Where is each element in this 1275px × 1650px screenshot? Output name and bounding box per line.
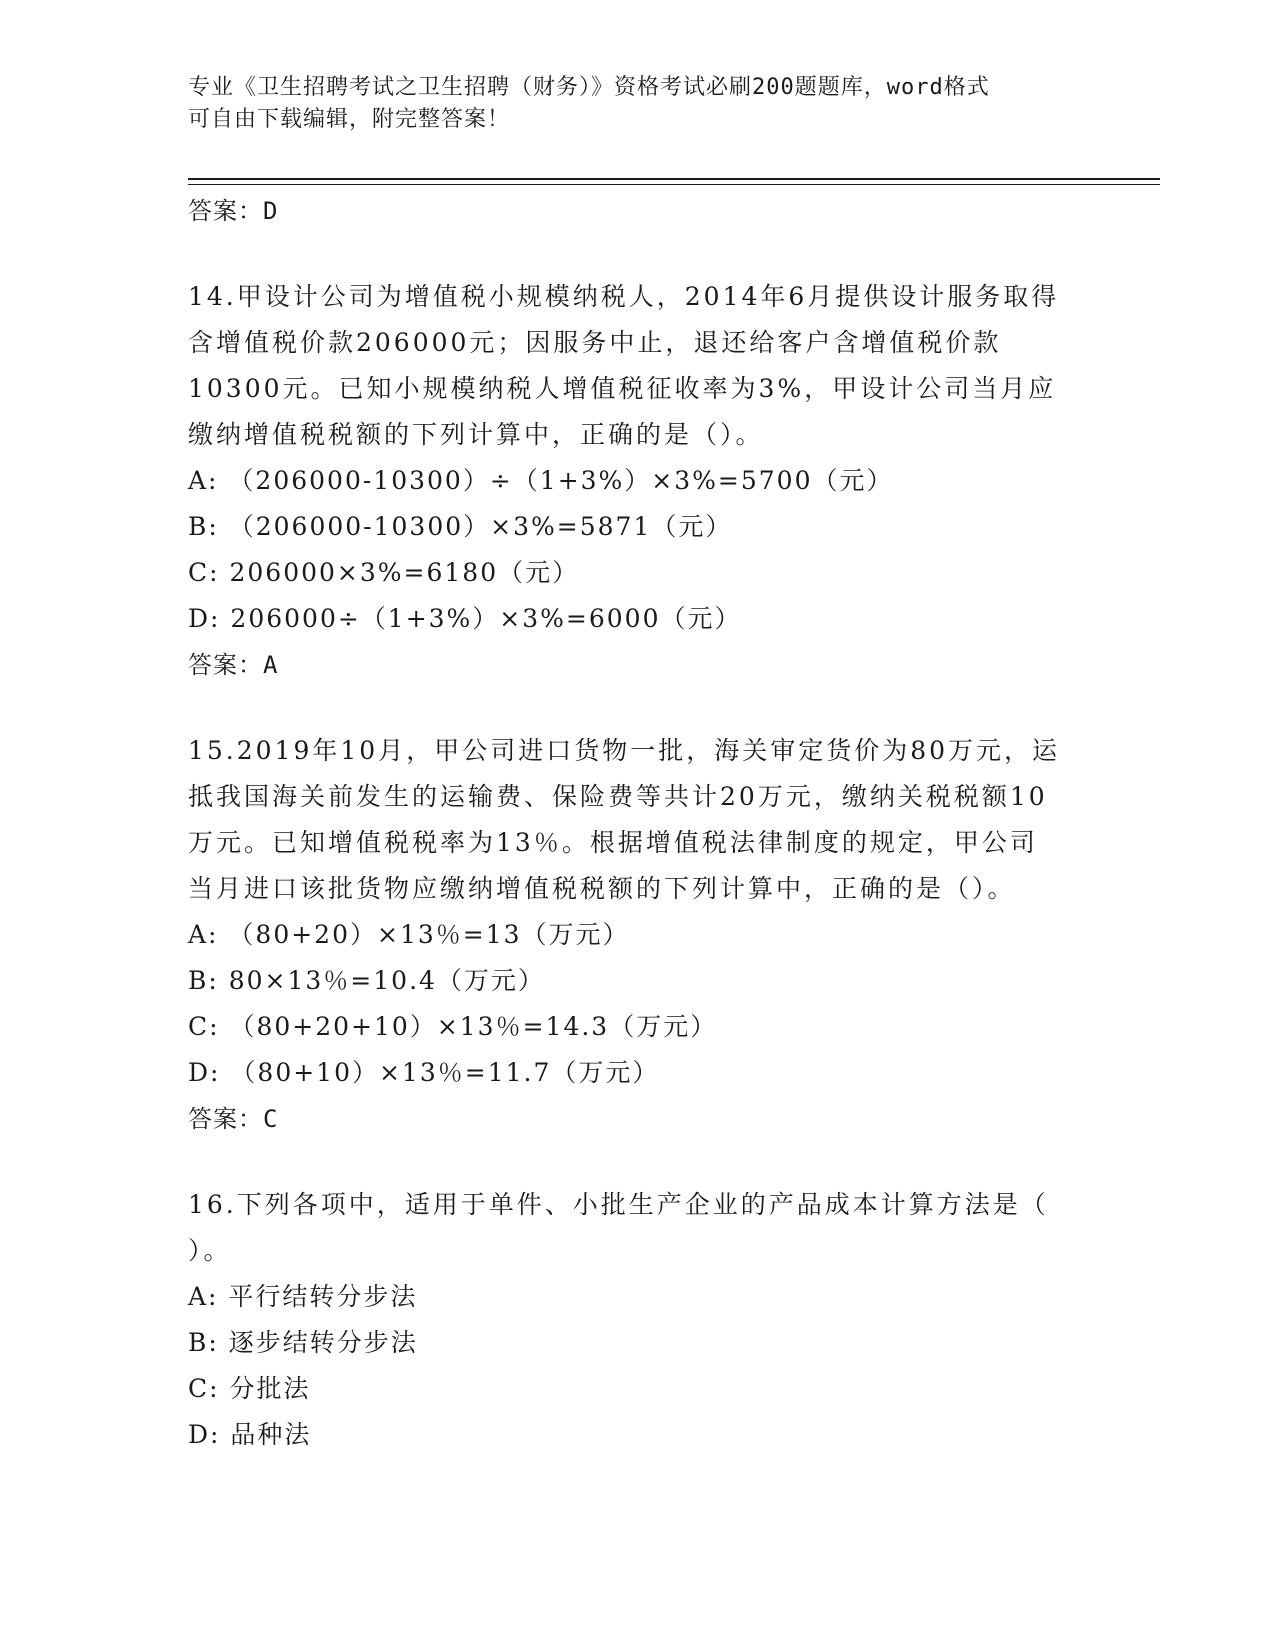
option-c: C: （80+20+10）×13％=14.3（万元） <box>188 1012 718 1041</box>
question-14 <box>188 274 1088 688</box>
option-b: B: 80×13％=10.4（万元） <box>188 966 545 995</box>
answer-line: 答案：A <box>188 651 279 679</box>
question-16 <box>188 1182 1088 1458</box>
stem-line: 14.甲设计公司为增值税小规模纳税人，2014年6月提供设计服务取得 <box>188 282 1060 311</box>
option-d: D: 品种法 <box>188 1420 312 1449</box>
stem-line: 缴纳增值税税额的下列计算中，正确的是（）。 <box>188 420 764 449</box>
stem-line: ）。 <box>188 1236 232 1265</box>
answer-line: 答案：D <box>188 197 279 225</box>
option-a: A: （206000-10300）÷（1+3%）×3%=5700（元） <box>188 466 894 495</box>
stem-line: 当月进口该批货物应缴纳增值税税额的下列计算中，正确的是（）。 <box>188 874 1016 903</box>
stem-line: 16.下列各项中，适用于单件、小批生产企业的产品成本计算方法是（ <box>188 1190 1049 1219</box>
option-d: D: 206000÷（1+3%）×3%=6000（元） <box>188 604 742 633</box>
option-d: D: （80+10）×13％=11.7（万元） <box>188 1058 660 1087</box>
stem-line: 10300元。已知小规模纳税人增值税征收率为3%，甲设计公司当月应 <box>188 374 1057 403</box>
answer-line: 答案：C <box>188 1105 279 1133</box>
stem-line: 含增值税价款206000元；因服务中止，退还给客户含增值税价款 <box>188 328 1002 357</box>
stem-line: 抵我国海关前发生的运输费、保险费等共计20万元，缴纳关税税额10 <box>188 782 1048 811</box>
header-divider-thin <box>188 184 1160 185</box>
option-b: B: （206000-10300）×3%=5871（元） <box>188 512 733 541</box>
option-c: C: 206000×3%=6180（元） <box>188 558 580 587</box>
question-stem <box>188 274 1088 458</box>
question-list <box>188 188 1088 1458</box>
document-header <box>188 72 1088 136</box>
question-stem <box>188 728 1088 912</box>
header-line-1: 专业《卫生招聘考试之卫生招聘（财务）》资格考试必刷200题题库，word格式 <box>188 75 990 100</box>
option-c: C: 分批法 <box>188 1374 311 1403</box>
stem-line: 15.2019年10月，甲公司进口货物一批，海关审定货价为80万元，运 <box>188 736 1061 765</box>
option-a: A: 平行结转分步法 <box>188 1282 418 1311</box>
header-divider-thick <box>188 178 1160 180</box>
stem-line: 万元。已知增值税税率为13％。根据增值税法律制度的规定，甲公司 <box>188 828 1038 857</box>
question-15 <box>188 728 1088 1142</box>
header-line-2: 可自由下载编辑，附完整答案！ <box>188 107 511 132</box>
option-b: B: 逐步结转分步法 <box>188 1328 418 1357</box>
option-a: A: （80+20）×13％=13（万元） <box>188 920 630 949</box>
question-stem <box>188 1182 1088 1274</box>
